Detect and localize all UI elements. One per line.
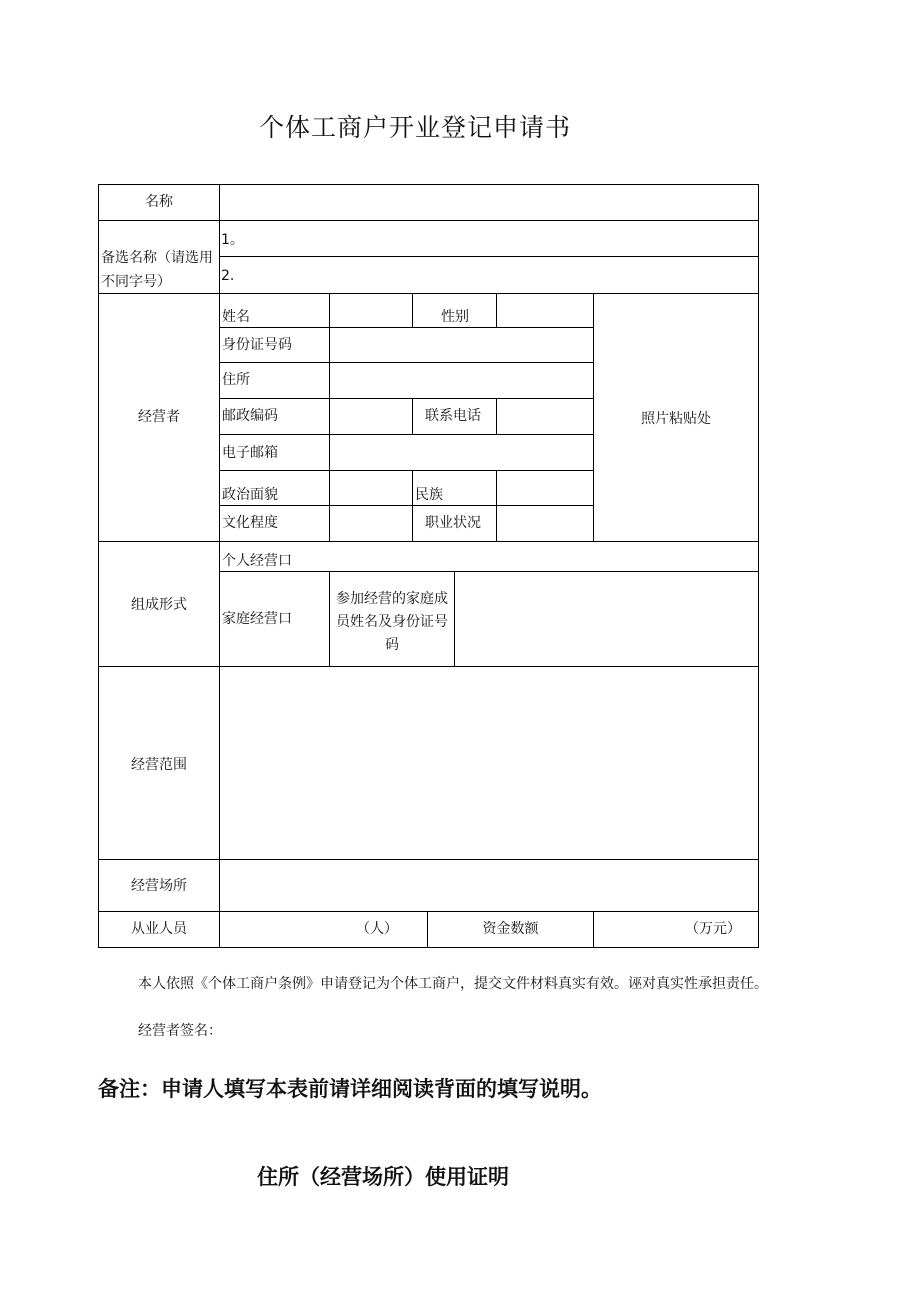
alt-name-1: 1。 <box>221 232 244 248</box>
email-label: 电子邮箱 <box>222 445 278 461</box>
table-border-left <box>98 184 99 948</box>
signature-label: 经营者签名： <box>138 1023 222 1039</box>
ethnicity-label: 民族 <box>415 487 443 503</box>
table-line <box>329 327 330 399</box>
id-number-label: 身份证号码 <box>222 337 292 353</box>
gender-label: 性别 <box>441 309 469 325</box>
photo-placeholder: 照片粘贴处 <box>641 411 711 427</box>
table-line <box>496 293 497 328</box>
table-border-right <box>758 184 759 948</box>
table-line <box>98 220 759 221</box>
residence-label: 住所 <box>222 372 250 388</box>
table-line <box>219 256 759 257</box>
table-line <box>98 911 759 912</box>
family-operation-option: 家庭经营口 <box>222 611 292 627</box>
table-line <box>219 398 593 399</box>
capital-label: 资金数额 <box>482 921 539 937</box>
table-line <box>219 184 220 948</box>
note-text: 备注：申请人填写本表前请详细阅读背面的填写说明。 <box>98 1077 602 1101</box>
family-members-label-line1: 参加经营的家庭成 <box>336 591 448 607</box>
name-label: 名称 <box>145 194 173 210</box>
table-line <box>98 293 759 294</box>
table-line <box>219 571 759 572</box>
table-line <box>593 911 594 948</box>
postal-code-label: 邮政编码 <box>222 408 278 424</box>
education-label: 文化程度 <box>222 515 278 531</box>
declaration-statement: 本人依照《个体工商户条例》申请登记为个体工商户，提交文件材料真实有效。诬对真实性承担责任。 <box>138 976 768 992</box>
individual-operation-option: 个人经营口 <box>222 553 292 569</box>
table-line <box>412 293 413 328</box>
table-line <box>219 327 593 328</box>
table-line <box>412 398 413 435</box>
table-border-top <box>98 184 759 185</box>
phone-label: 联系电话 <box>425 408 481 424</box>
alt-name-label-line2: 不同字号） <box>101 274 171 290</box>
table-line <box>454 571 455 667</box>
table-line <box>219 362 593 363</box>
form-title: 个体工商户开业登记申请书 <box>258 113 571 142</box>
table-line <box>329 434 330 471</box>
alt-name-2: 2. <box>221 268 235 284</box>
table-border-bottom <box>98 947 759 948</box>
organization-form-label: 组成形式 <box>131 597 187 613</box>
operator-label: 经营者 <box>138 409 180 425</box>
employees-label: 从业人员 <box>131 921 187 937</box>
table-line <box>98 666 759 667</box>
political-status-label: 政治面貌 <box>222 487 278 503</box>
alt-name-label-line1: 备选名称（请选用 <box>101 250 213 266</box>
table-line <box>219 470 593 471</box>
full-name-label: 姓名 <box>222 309 250 325</box>
family-members-label-line2: 员姓名及身份证号 <box>336 614 448 630</box>
table-line <box>496 398 497 435</box>
table-line <box>412 470 413 542</box>
table-line <box>329 470 330 542</box>
table-line <box>219 434 593 435</box>
table-line <box>98 541 759 542</box>
persons-unit: （人） <box>356 921 398 937</box>
section-title: 住所（经营场所）使用证明 <box>257 1165 509 1189</box>
employment-status-label: 职业状况 <box>425 515 481 531</box>
table-line <box>496 470 497 542</box>
table-line <box>98 859 759 860</box>
table-line <box>329 398 330 435</box>
family-members-label-line3: 码 <box>385 637 399 653</box>
capital-unit: （万元） <box>685 921 741 937</box>
table-line <box>329 293 330 328</box>
business-premises-label: 经营场所 <box>131 878 187 894</box>
business-scope-label: 经营范围 <box>131 757 187 773</box>
